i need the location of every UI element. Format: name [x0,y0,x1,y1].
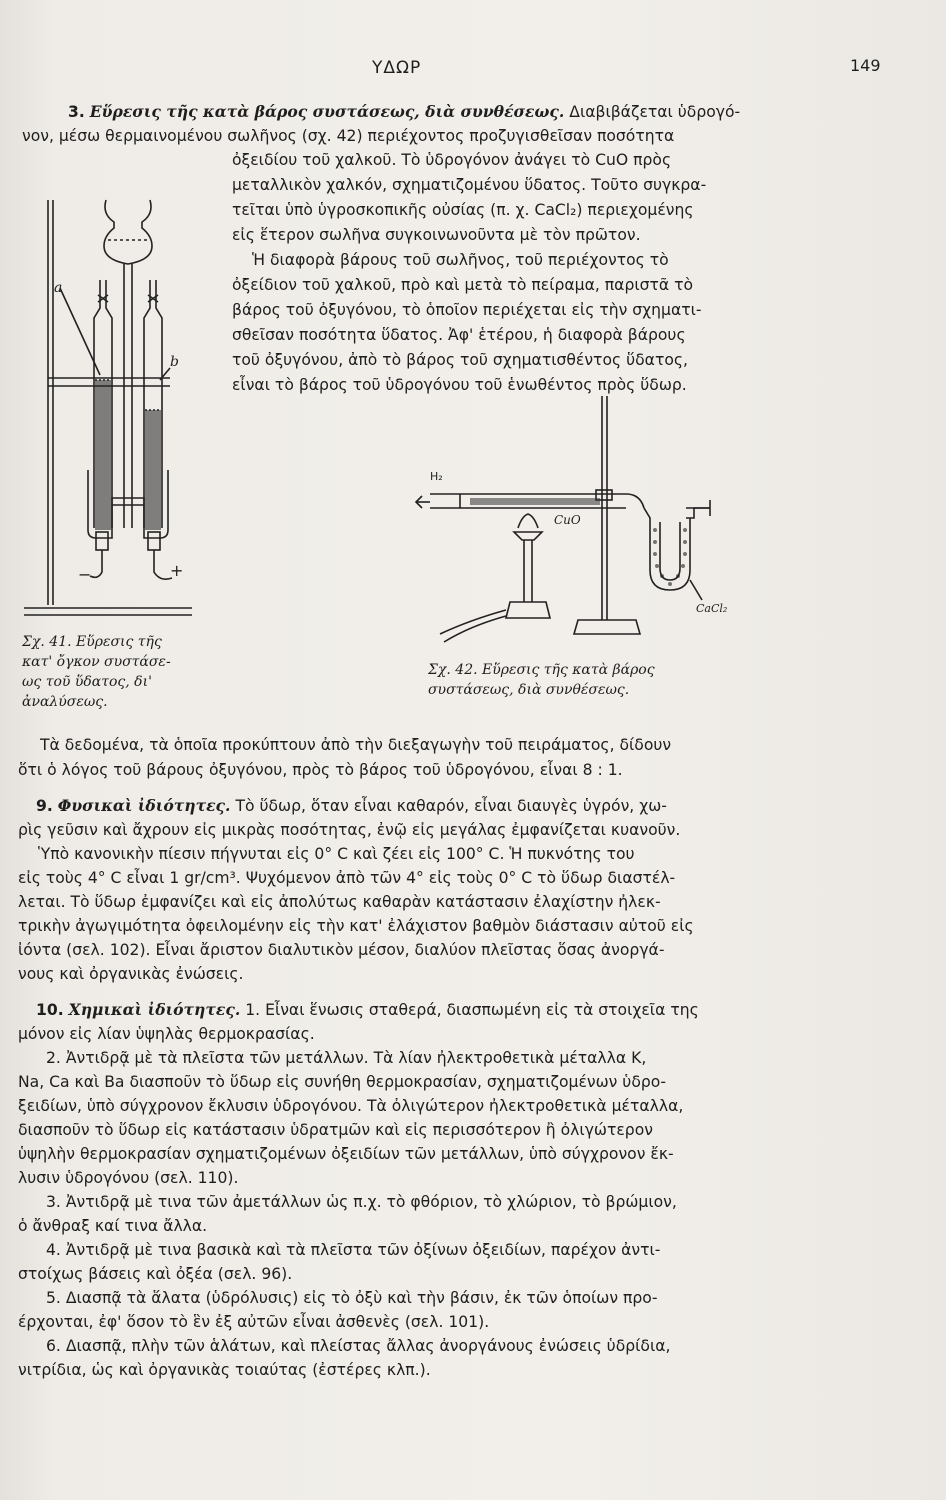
section-number: 10. [36,1001,64,1019]
text-line: στοίχως βάσεις καὶ ὀξέα (σελ. 96). [18,1265,293,1283]
text-line: εἰς ἕτερον σωλῆνα συγκοινωνοῦντα μὲ τὸν πρῶτον. [232,226,641,244]
page-number: 149 [850,56,881,75]
text-line: ἰόντα (σελ. 102). Εἶναι ἄριστον διαλυτικὸν μέσον, διαλύον πλεῖστας ὅσας ἀνοργά- [18,941,665,959]
text-line: ὀξειδίου τοῦ χαλκοῦ. Τὸ ὑδρογόνον ἀνάγει τὸ CuO πρὸς [232,151,672,169]
text-line: ρὶς γεῦσιν καὶ ἄχρουν εἰς μικρὰς ποσότητας, ἐνῷ εἰς μεγάλας ἐμφανίζεται κυανοῦν. [18,821,681,839]
text-line: 5. Διασπᾷ τὰ ἅλατα (ὑδρόλυσις) εἰς τὸ ὀξὺ καὶ τὴν βάσιν, ἐκ τῶν ὁποίων προ- [46,1289,658,1307]
section-number: 3. [68,103,85,121]
text-line: Τὰ δεδομένα, τὰ ὁποῖα προκύπτουν ἀπὸ τὴν διεξαγωγὴν τοῦ πειράματος, δίδουν [40,736,672,754]
section-heading: Εὕρεσις τῆς κατὰ βάρος συστάσεως, διὰ συνθέσεως. [89,102,565,121]
text-line: Ἡ διαφορὰ βάρους τοῦ σωλῆνος, τοῦ περιέχοντος τὸ [252,251,669,269]
running-header-title: ΥΔΩΡ [372,58,422,78]
section-heading: Φυσικαὶ ἰδιότητες. [57,796,231,815]
text-line: 3. Ἀντιδρᾷ μὲ τινα τῶν ἀμετάλλων ὡς π.χ. τὸ φθόριον, τὸ χλώριον, τὸ βρώμιον, [46,1193,677,1211]
figure-41-caption-line: ως τοῦ ὕδατος, δι' [22,674,152,690]
text-line: ὁ ἄνθραξ καί τινα ἄλλα. [18,1217,208,1235]
figure-42-caption-line: Σχ. 42. Εὕρεσις τῆς κατὰ βάρος [428,662,655,678]
text-line: διασποῦν τὸ ὕδωρ εἰς κατάστασιν ὑδρατμῶν καὶ εἰς περισσότερον ἢ ὀλιγώτερον [18,1121,653,1139]
figure-42-apparatus-drawing [410,390,740,660]
text-line: τρικὴν ἀγωγιμότητα ὀφειλομένην εἰς τὴν κατ' ἐλάχιστον βαθμὸν διάστασιν αὐτοῦ εἰς [18,917,694,935]
section-9-heading-line [36,796,667,816]
text-line: μεταλλικὸν χαλκόν, σχηματιζομένου ὕδατος. Τοῦτο συγκρα- [232,176,707,194]
section-3-heading-line [68,102,740,122]
figure-42-caption-line: συστάσεως, διὰ συνθέσεως. [428,682,630,698]
text-line: λυσιν ὑδρογόνου (σελ. 110). [18,1169,239,1187]
text-line: Διαβιβάζεται ὑδρογό- [569,103,741,121]
text-line: Na, Ca καὶ Ba διασποῦν τὸ ὕδωρ εἰς συνήθη θερμοκρασίαν, σχηματιζομένων ὑδρο- [18,1073,666,1091]
text-line: ξειδίων, ὑπὸ σύγχρονον ἔκλυσιν ὑδρογόνου. Τὰ ὀλιγώτερον ἠλεκτροθετικὰ μέταλλα, [18,1097,684,1115]
text-line: σθεῖσαν ποσότητα ὕδατος. Ἀφ' ἑτέρου, ἡ διαφορὰ βάρους [232,326,686,344]
figure-42-label-cuo: CuO [554,513,581,527]
figure-41-caption-line: Σχ. 41. Εὕρεσις τῆς [22,634,162,650]
section-10-heading-line [36,1000,699,1020]
text-line: νους καὶ ὀργανικὰς ἐνώσεις. [18,965,244,983]
section-heading: Χημικαὶ ἰδιότητες. [68,1000,241,1019]
figure-41-voltameter-drawing [20,180,220,630]
figure-41-caption-line: ἀναλύσεως. [22,694,108,710]
figure-41-minus-sign: − [78,565,92,584]
text-line: Ὑπὸ κανονικὴν πίεσιν πήγνυται εἰς 0° C καὶ ζέει εἰς 100° C. Ἡ πυκνότης του [38,845,635,863]
text-line: τεῖται ὑπὸ ὑγροσκοπικῆς οὐσίας (π. χ. CaCl₂) περιεχομένης [232,201,694,219]
figure-41-label-b: b [170,354,179,370]
text-line: εἰς τοὺς 4° C εἶναι 1 gr/cm³. Ψυχόμενον ἀπὸ τῶν 4° εἰς τοὺς 0° C τὸ ὕδωρ διαστέλ- [18,869,676,887]
text-line: νον, μέσω θερμαινομένου σωλῆνος (σχ. 42) περιέχοντος προζυγισθεῖσαν ποσότητα [22,127,675,145]
text-line: 1. Εἶναι ἕνωσις σταθερά, διασπωμένη εἰς τὰ στοιχεῖα της [245,1001,699,1019]
text-line: νιτρίδια, ὡς καὶ ὀργανικὰς τοιαύτας (ἐστέρες κλπ.). [18,1361,431,1379]
figure-41-plus-sign: + [170,561,184,580]
text-line: ὀξείδιον τοῦ χαλκοῦ, πρὸ καὶ μετὰ τὸ πείραμα, παριστᾶ τὸ [232,276,694,294]
text-line: βάρος τοῦ ὀξυγόνου, τὸ ὁποῖον περιέχεται εἰς τὴν σχηματι- [232,301,702,319]
text-line: έρχονται, ἐφ' ὅσον τὸ ἓν ἐξ αὐτῶν εἶναι ἀσθενὲς (σελ. 101). [18,1313,490,1331]
text-line: 6. Διασπᾷ, πλὴν τῶν ἁλάτων, καὶ πλείστας ἄλλας ἀνοργάνους ἐνώσεις ὑδρίδια, [46,1337,671,1355]
text-line: ὅτι ὁ λόγος τοῦ βάρους ὀξυγόνου, πρὸς τὸ βάρος τοῦ ὑδρογόνου, εἶναι 8 : 1. [18,761,623,779]
text-line: λεται. Τὸ ὕδωρ ἐμφανίζει καὶ εἰς ἀπολύτως καθαρὰν κατάστασιν ἐλαχίστην ἠλεκ- [18,893,661,911]
text-line: εἶναι τὸ βάρος τοῦ ὑδρογόνου τοῦ ἑνωθέντος πρὸς ὕδωρ. [232,376,687,394]
text-line: ὑψηλὴν θερμοκρασίαν σχηματιζομένων ὀξειδίων τῶν μετάλλων, ὑπὸ σύγχρονον ἔκ- [18,1145,674,1163]
figure-42-label-h2: H₂ [430,470,443,483]
figure-41-caption-line: κατ' ὄγκον συστάσε- [22,654,171,670]
figure-41-label-a: a [54,280,63,296]
text-line: τοῦ ὀξυγόνου, ἀπὸ τὸ βάρος τοῦ σχηματισθέντος ὕδατος, [232,351,688,369]
text-line: 4. Ἀντιδρᾷ μὲ τινα βασικὰ καὶ τὰ πλεῖστα τῶν ὀξίνων ὀξειδίων, παρέχον ἀντι- [46,1241,661,1259]
text-line: Τὸ ὕδωρ, ὅταν εἶναι καθαρόν, εἶναι διαυγὲς ὑγρόν, χω- [235,797,667,815]
text-line: 2. Ἀντιδρᾷ μὲ τὰ πλεῖστα τῶν μετάλλων. Τὰ λίαν ἠλεκτροθετικὰ μέταλλα K, [46,1049,647,1067]
text-line: μόνον εἰς λίαν ὑψηλὰς θερμοκρασίας. [18,1025,315,1043]
section-number: 9. [36,797,53,815]
figure-42-label-cacl2: CaCl₂ [696,602,728,615]
